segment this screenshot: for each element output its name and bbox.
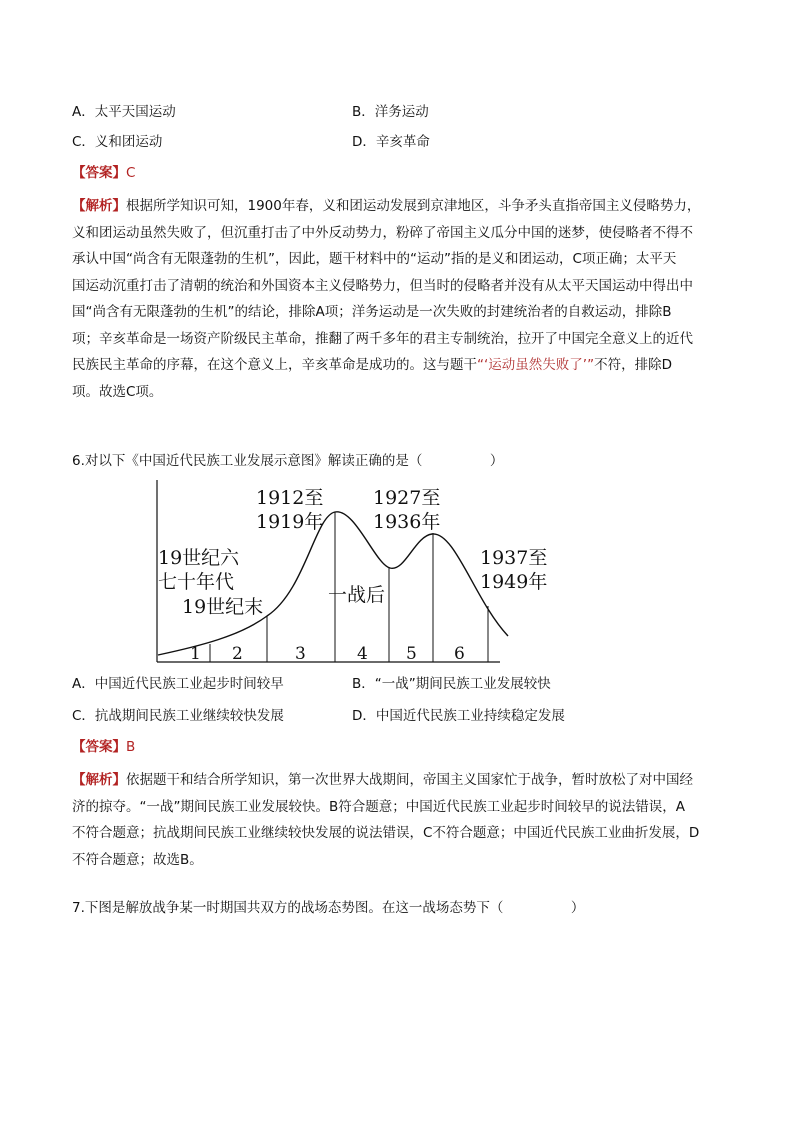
label-p5a: 1927至 [373, 487, 441, 509]
q6-stem: 6.对以下《中国近代民族工业发展示意图》解读正确的是（ ） [72, 453, 504, 469]
analysis-line: 承认中国“尚含有无限蓬勃的生机”，因此，题干材料中的“运动”指的是义和团运动，C项正确；太平天 [72, 251, 677, 267]
analysis-line: 不符合题意；抗战期间民族工业继续较快发展的说法错误，C不符合题意；中国近代民族工业曲折发展，D [72, 825, 700, 841]
q6-option-a: A．中国近代民族工业起步时间较早 [72, 676, 284, 692]
quote-text: “‘运动虽然失败了’” [477, 357, 595, 373]
label-p3b: 1919年 [256, 511, 324, 533]
analysis-line: 民族民主革命的序幕，在这个意义上，辛亥革命是成功的。这与题干“‘运动虽然失败了’”不符，排除D [72, 357, 672, 373]
answer-tag: 【答案】 [72, 165, 126, 181]
q6-option-b: B．“一战”期间民族工业发展较快 [352, 676, 551, 692]
analysis-line: 济的掠夺。“一战”期间民族工业发展较快。B符合题意；中国近代民族工业起步时间较早的说法错误，A [72, 798, 685, 815]
analysis-tag: 【解析】 [72, 198, 126, 214]
q5-option-b: B．洋务运动 [352, 104, 429, 120]
answer-tag: 【答案】 [72, 739, 126, 755]
q5-answer [72, 164, 135, 182]
q6-option-c: C．抗战期间民族工业继续较快发展 [72, 708, 284, 724]
analysis-line: 【解析】根据所学知识可知，1900年春，义和团运动发展到京津地区，斗争矛头直指帝国主义侵略势力， [72, 198, 701, 214]
analysis-line: 国“尚含有无限蓬勃的生机”的结论，排除A项；洋务运动是一次失败的封建统治者的自救运动，排除B [72, 304, 672, 320]
label-p2: 19世纪末 [182, 596, 264, 618]
answer-value: C [126, 165, 136, 181]
label-p6a: 1937至 [480, 547, 548, 569]
segment-3: 3 [295, 644, 306, 664]
segment-6: 6 [454, 644, 465, 664]
analysis-line: 义和团运动虽然失败了，但沉重打击了中外反动势力，粉碎了帝国主义瓜分中国的迷梦，使侵略者不得不 [72, 224, 693, 241]
q7-stem: 7.下图是解放战争某一时期国共双方的战场态势图。在这一战场态势下（ ） [72, 900, 585, 916]
analysis-line: 国运动沉重打击了清朝的统治和外国资本主义侵略势力，但当时的侵略者并没有从太平天国运动中得出中 [72, 277, 693, 294]
q6-answer [72, 738, 135, 756]
label-p4: 一战后 [328, 584, 386, 606]
q5-analysis [72, 193, 732, 405]
label-p1b: 七十年代 [158, 571, 235, 593]
segment-1: 1 [190, 644, 201, 664]
analysis-line: 不符合题意；故选B。 [72, 851, 203, 868]
analysis-line: 项。故选C项。 [72, 383, 163, 400]
q6-analysis [72, 767, 732, 873]
label-p5b: 1936年 [373, 511, 441, 533]
q6-option-d: D．中国近代民族工业持续稳定发展 [352, 708, 565, 724]
segment-4: 4 [357, 644, 368, 664]
analysis-line: 【解析】依据题干和结合所学知识，第一次世界大战期间，帝国主义国家忙于战争，暂时放松了对中国经 [72, 772, 693, 788]
analysis-tag: 【解析】 [72, 772, 126, 788]
label-p6b: 1949年 [480, 571, 548, 593]
answer-value: B [126, 739, 136, 755]
q5-option-a: A．太平天国运动 [72, 104, 176, 120]
q5-option-d: D．辛亥革命 [352, 134, 430, 150]
q5-option-c: C．义和团运动 [72, 134, 163, 150]
industry-development-diagram [150, 476, 548, 666]
label-p3a: 1912至 [256, 487, 324, 509]
label-p1a: 19世纪六 [158, 547, 240, 569]
analysis-line: 项；辛亥革命是一场资产阶级民主革命，推翻了两千多年的君主专制统治，拉开了中国完全意义上的近代 [72, 330, 693, 347]
segment-5: 5 [406, 644, 417, 664]
segment-2: 2 [232, 644, 243, 664]
